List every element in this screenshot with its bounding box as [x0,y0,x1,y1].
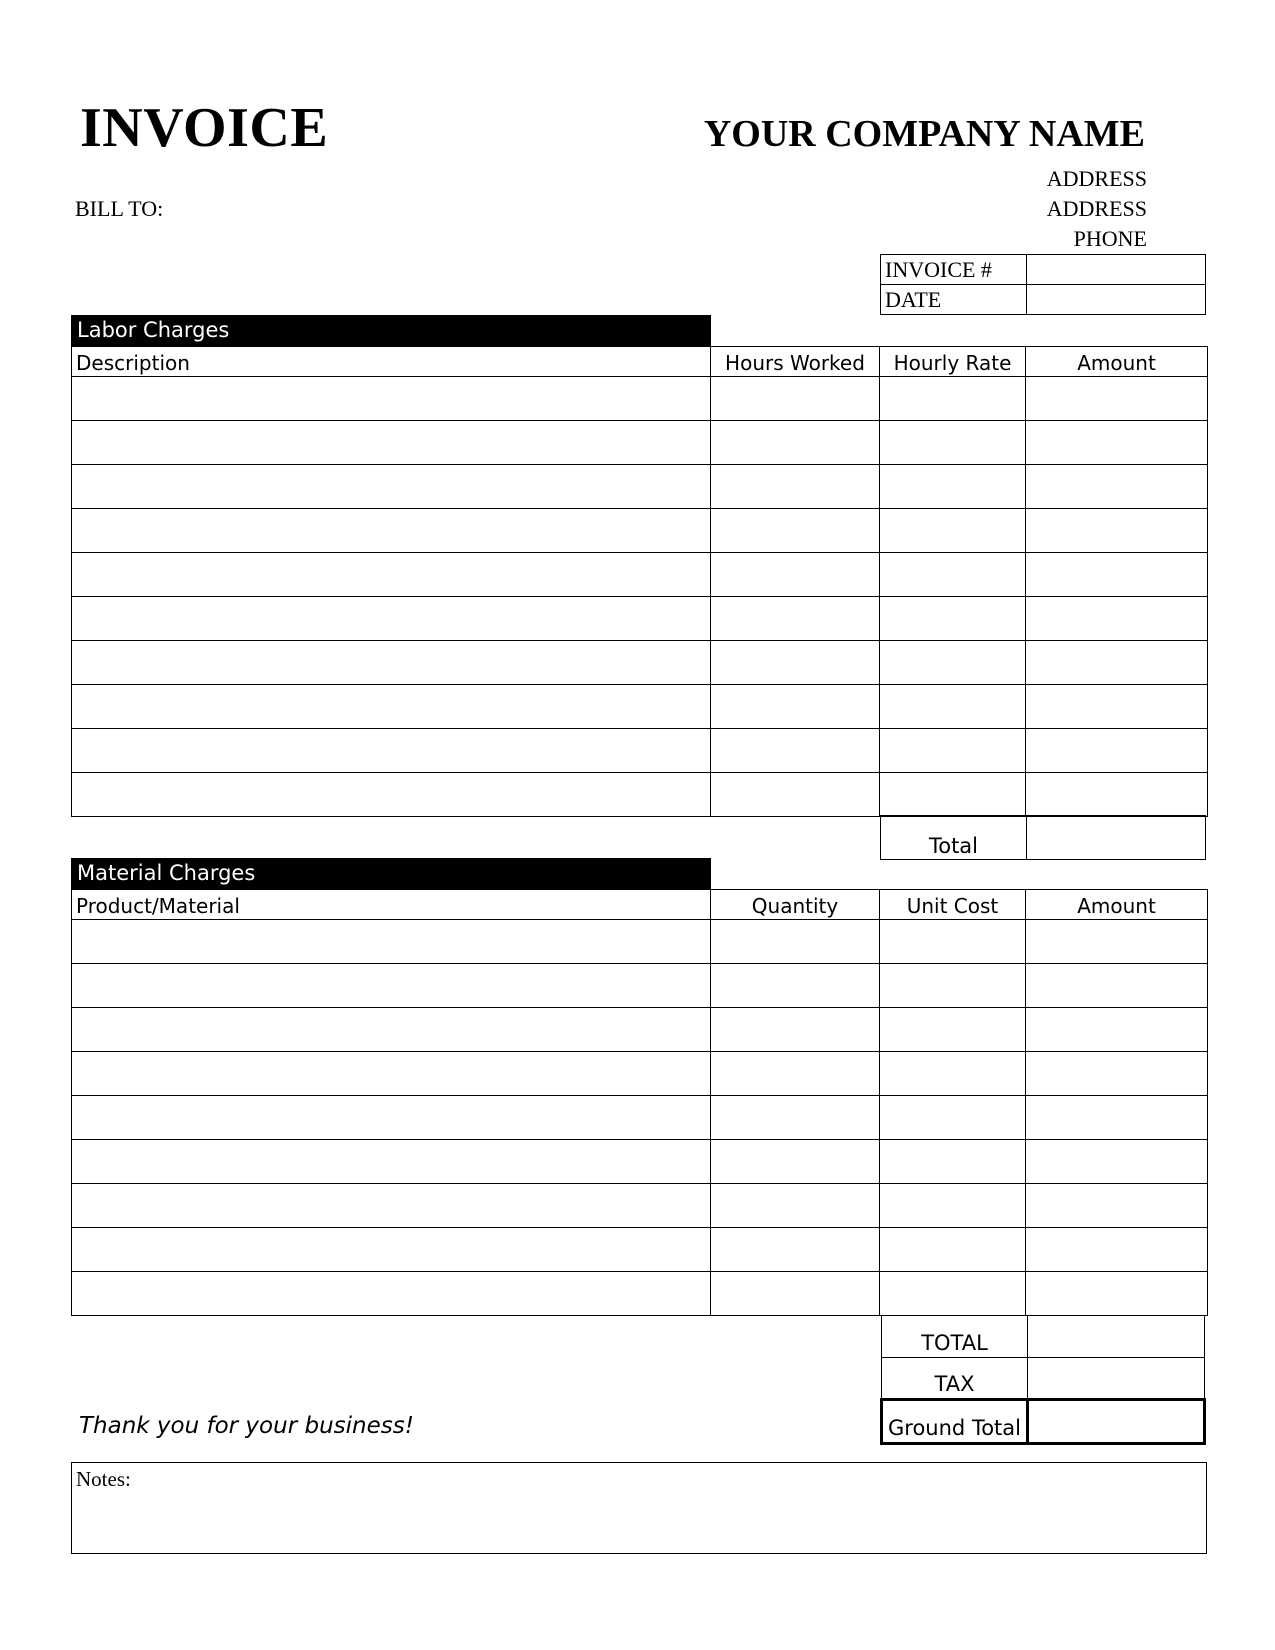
amount-cell[interactable] [1026,421,1208,465]
labor-item-row [72,509,1208,553]
unit-cost-cell[interactable] [880,1140,1026,1184]
description-cell[interactable] [72,509,711,553]
amount-cell[interactable] [1026,964,1208,1008]
quantity-cell[interactable] [711,1272,880,1316]
labor-item-row [72,597,1208,641]
hourly-rate-cell[interactable] [880,597,1026,641]
labor-item-row [72,377,1208,421]
amount-cell[interactable] [1026,641,1208,685]
material-item-row [72,1052,1208,1096]
tax-row [882,1358,1205,1400]
amount-cell[interactable] [1026,1272,1208,1316]
material-charges-heading: Material Charges [71,858,711,889]
description-cell[interactable] [72,729,711,773]
description-cell[interactable] [72,685,711,729]
product-material-cell[interactable] [72,1140,711,1184]
hours-worked-cell[interactable] [711,685,880,729]
amount-cell[interactable] [1026,509,1208,553]
unit-cost-cell[interactable] [880,1272,1026,1316]
hourly-rate-cell[interactable] [880,685,1026,729]
hourly-rate-cell[interactable] [880,553,1026,597]
quantity-cell[interactable] [711,1184,880,1228]
material-item-row [72,920,1208,964]
description-cell[interactable] [72,421,711,465]
labor-total-row [881,816,1206,860]
quantity-cell[interactable] [711,1140,880,1184]
column-header-description: Description [72,347,711,377]
company-address-line-2: ADDRESS [1046,196,1147,221]
amount-cell[interactable] [1026,920,1208,964]
material-item-row [72,1008,1208,1052]
material-item-row [72,1140,1208,1184]
bill-to-label: BILL TO: [75,196,164,221]
total-row [882,1316,1205,1358]
column-header-unit-cost: Unit Cost [880,890,1026,920]
company-name: YOUR COMPANY NAME [703,113,1145,155]
unit-cost-cell[interactable] [880,964,1026,1008]
company-phone: PHONE [1073,226,1147,251]
product-material-cell[interactable] [72,1184,711,1228]
amount-cell[interactable] [1026,1008,1208,1052]
unit-cost-cell[interactable] [880,920,1026,964]
amount-cell[interactable] [1026,729,1208,773]
hours-worked-cell[interactable] [711,597,880,641]
labor-item-row [72,421,1208,465]
hourly-rate-cell[interactable] [880,509,1026,553]
material-charges-table [71,889,1208,1316]
product-material-cell[interactable] [72,1052,711,1096]
hours-worked-cell[interactable] [711,773,880,817]
column-header-product-material: Product/Material [72,890,711,920]
material-item-row [72,1228,1208,1272]
date-field[interactable] [1027,285,1206,315]
labor-item-row [72,641,1208,685]
product-material-cell[interactable] [72,1096,711,1140]
hourly-rate-cell[interactable] [880,421,1026,465]
invoice-title: INVOICE [80,97,329,159]
material-header-row [72,890,1208,920]
description-cell[interactable] [72,773,711,817]
labor-total-field[interactable] [1027,816,1206,860]
description-cell[interactable] [72,553,711,597]
total-field[interactable] [1028,1316,1205,1358]
labor-item-row [72,553,1208,597]
invoice-number-field[interactable] [1027,255,1206,285]
amount-cell[interactable] [1026,1052,1208,1096]
hourly-rate-cell[interactable] [880,377,1026,421]
hourly-rate-cell[interactable] [880,729,1026,773]
column-header-quantity: Quantity [711,890,880,920]
grand-total-field[interactable] [1028,1400,1205,1444]
invoice-number-row [881,255,1206,285]
unit-cost-cell[interactable] [880,1184,1026,1228]
unit-cost-cell[interactable] [880,1052,1026,1096]
hours-worked-cell[interactable] [711,729,880,773]
invoice-number-label: INVOICE # [881,255,1027,285]
hourly-rate-cell[interactable] [880,641,1026,685]
hours-worked-cell[interactable] [711,553,880,597]
amount-cell[interactable] [1026,465,1208,509]
product-material-cell[interactable] [72,1008,711,1052]
labor-charges-heading: Labor Charges [71,315,711,346]
labor-item-row [72,773,1208,817]
grand-total-label: Ground Total [882,1400,1028,1444]
product-material-cell[interactable] [72,1272,711,1316]
amount-cell[interactable] [1026,1228,1208,1272]
total-label: TOTAL [882,1316,1028,1358]
amount-cell[interactable] [1026,553,1208,597]
hours-worked-cell[interactable] [711,465,880,509]
column-header-hours-worked: Hours Worked [711,347,880,377]
hours-worked-cell[interactable] [711,377,880,421]
amount-cell[interactable] [1026,685,1208,729]
description-cell[interactable] [72,641,711,685]
column-header-amount: Amount [1026,347,1208,377]
material-item-row [72,964,1208,1008]
quantity-cell[interactable] [711,920,880,964]
quantity-cell[interactable] [711,1052,880,1096]
material-item-row [72,1184,1208,1228]
labor-charges-table [71,346,1208,817]
notes-label: Notes: [76,1467,131,1491]
unit-cost-cell[interactable] [880,1228,1026,1272]
description-cell[interactable] [72,377,711,421]
tax-field[interactable] [1028,1358,1205,1400]
summary-table [880,1315,1206,1445]
labor-item-row [72,685,1208,729]
hours-worked-cell[interactable] [711,509,880,553]
hourly-rate-cell[interactable] [880,773,1026,817]
labor-total-label: Total [881,816,1027,860]
thank-you-message: Thank you for your business! [79,1413,414,1439]
product-material-cell[interactable] [72,920,711,964]
grand-total-row [882,1400,1205,1444]
quantity-cell[interactable] [711,1008,880,1052]
unit-cost-cell[interactable] [880,1008,1026,1052]
material-item-row [72,1096,1208,1140]
amount-cell[interactable] [1026,773,1208,817]
material-item-row [72,1272,1208,1316]
unit-cost-cell[interactable] [880,1096,1026,1140]
hourly-rate-cell[interactable] [880,465,1026,509]
amount-cell[interactable] [1026,1184,1208,1228]
description-cell[interactable] [72,465,711,509]
quantity-cell[interactable] [711,1228,880,1272]
tax-label: TAX [882,1358,1028,1400]
amount-cell[interactable] [1026,1096,1208,1140]
date-row [881,285,1206,315]
labor-total-table [880,815,1206,860]
labor-header-row [72,347,1208,377]
description-cell[interactable] [72,597,711,641]
column-header-hourly-rate: Hourly Rate [880,347,1026,377]
notes-box[interactable] [71,1462,1207,1554]
quantity-cell[interactable] [711,964,880,1008]
quantity-cell[interactable] [711,1096,880,1140]
amount-cell[interactable] [1026,1140,1208,1184]
product-material-cell[interactable] [72,1228,711,1272]
column-header-amount: Amount [1026,890,1208,920]
amount-cell[interactable] [1026,597,1208,641]
hours-worked-cell[interactable] [711,641,880,685]
hours-worked-cell[interactable] [711,421,880,465]
amount-cell[interactable] [1026,377,1208,421]
labor-item-row [72,465,1208,509]
date-label: DATE [881,285,1027,315]
company-address-line-1: ADDRESS [1046,166,1147,191]
product-material-cell[interactable] [72,964,711,1008]
invoice-meta-table [880,254,1206,315]
labor-item-row [72,729,1208,773]
